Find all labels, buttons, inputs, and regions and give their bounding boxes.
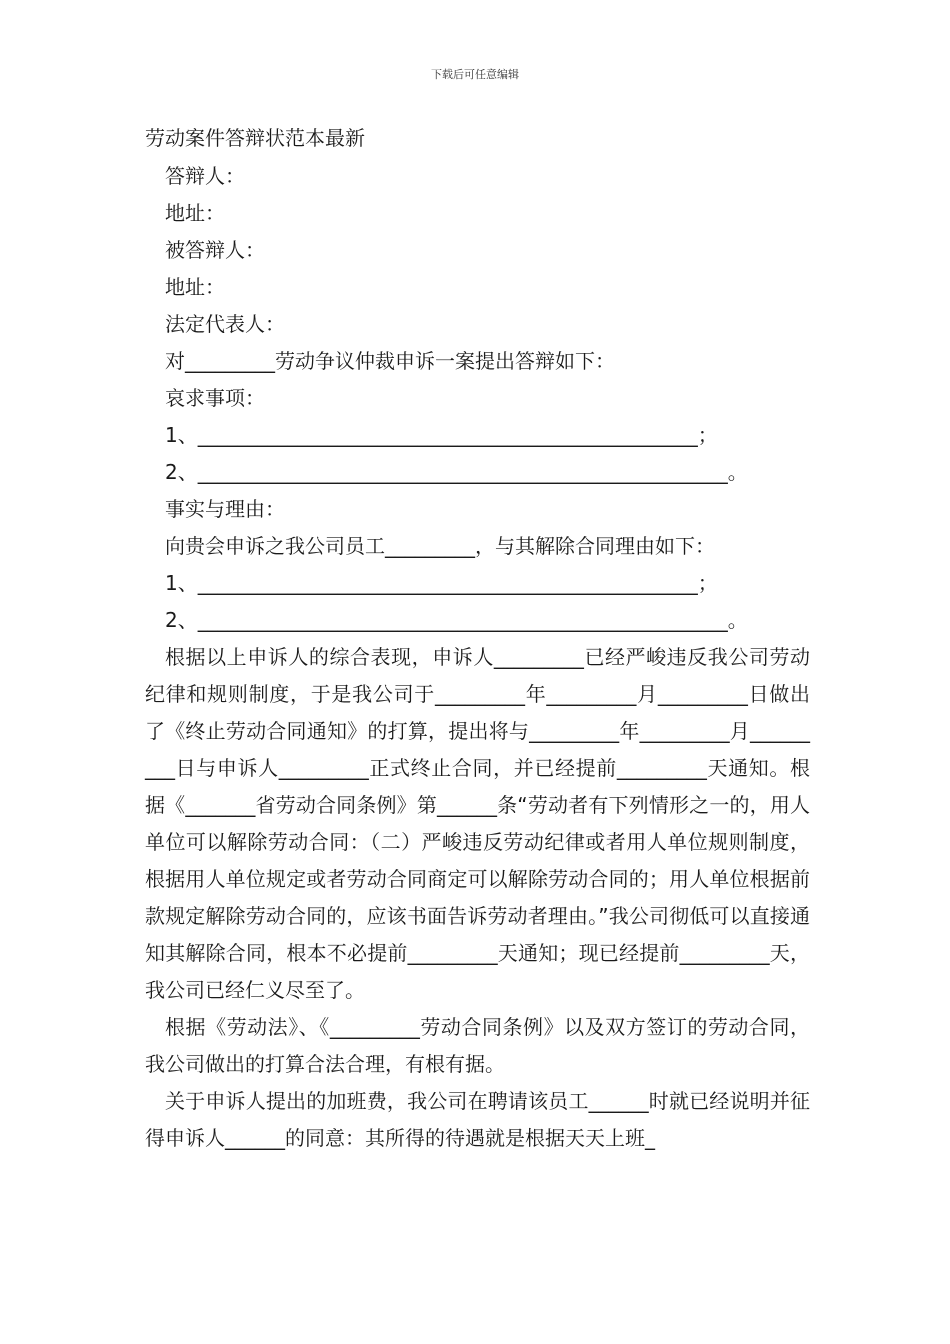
claimant-line: 被答辩人： <box>165 238 265 262</box>
legal-representative-line: 法定代表人： <box>165 312 285 336</box>
page-header: 下载后可任意编辑 <box>431 68 519 81</box>
request-item-2: 2、_____________________________________________________。 <box>165 460 748 484</box>
document-title: 劳动案件答辩状范本最新 <box>145 126 365 150</box>
requests-heading: 哀求事项： <box>165 386 265 410</box>
case-intro-line: 对_________劳动争议仲裁申诉一案提出答辩如下： <box>165 349 615 373</box>
facts-heading: 事实与理由： <box>165 497 285 521</box>
body-paragraph-3: 关于申诉人提出的加班费，我公司在聘请该员工______时就已经说明并征得申诉人______的同意：其所得的待遇就是根据天天上班_ <box>145 1089 810 1150</box>
document-body <box>145 122 810 1157</box>
body-paragraph-1: 根据以上申诉人的综合表现，申诉人_________已经严峻违反我公司劳动纪律和规则制度，于是我公司于_________年_________月_________日做出了《终止劳动合同通知》的打算，提出将与_________年_________月_________日与申诉人_________正式终止合同，并已经提前_________天通知。根据《_______省劳动合同条例》第______条“劳动者有下列情形之一的，用人单位可以解除劳动合同：（二）严峻违反劳动纪律或者用人单位规则制度，根据用人单位规定或者劳动合同商定可以解除劳动合同的；用人单位根据前款规定解除劳动合同的，应该书面告诉劳动者理由。”我公司彻低可以直接通知其解除合同，根本不必提前_________天通知；现已经提前_________天，我公司已经仁义尽至了。 <box>145 645 810 1002</box>
reason-item-2: 2、_____________________________________________________。 <box>165 608 748 632</box>
respondent-address-line: 地址： <box>165 201 225 225</box>
facts-intro-line: 向贵会申诉之我公司员工_________，与其解除合同理由如下： <box>165 534 715 558</box>
request-item-1: 1、__________________________________________________； <box>165 423 718 447</box>
respondent-line: 答辩人： <box>165 164 245 188</box>
reason-item-1: 1、__________________________________________________； <box>165 571 718 595</box>
claimant-address-line: 地址： <box>165 275 225 299</box>
body-paragraph-2: 根据《劳动法》、《_________劳动合同条例》以及双方签订的劳动合同，我公司做出的打算合法合理，有根有据。 <box>145 1015 810 1076</box>
